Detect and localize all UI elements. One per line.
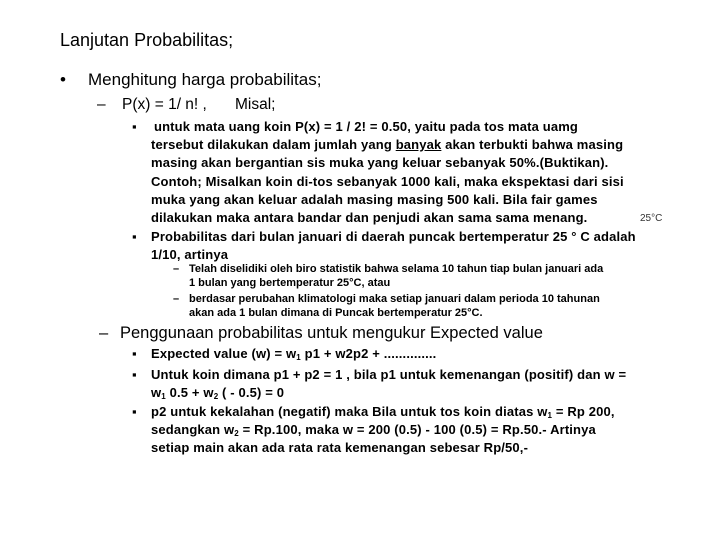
text: = Rp.100, maka w = 200 (0.5) - 100 (0.5) = Rp.50.- Artinya — [238, 422, 596, 437]
coin-line: muka yang akan keluar adalah masing masing 500 kali. Bila fair games — [151, 192, 598, 207]
coin-line: Contoh; Misalkan koin di-tos sebanyak 1000 kali, maka ekspektasi dari sisi — [151, 174, 624, 189]
underlined-word: banyak — [395, 137, 442, 152]
text: akan terbukti bahwa masing — [441, 137, 624, 152]
temp-overlay: 25°C — [640, 213, 663, 224]
text: p1 + w2p2 + .............. — [300, 346, 437, 361]
expected-line — [151, 347, 436, 362]
text: sedangkan w — [151, 422, 235, 437]
bullet-marker: • — [60, 70, 66, 89]
expected-line — [151, 386, 284, 401]
text: p2 untuk kekalahan (negatif) maka Bila untuk tos koin diatas w — [151, 404, 548, 419]
small-bullet: ▪ — [132, 229, 137, 244]
coin-line — [151, 138, 623, 153]
temp-line: 1/10, artinya — [151, 247, 229, 262]
dash-marker: – — [173, 293, 180, 305]
temp-sub-line: akan ada 1 bulan dimana di Puncak bertemperatur 25°C. — [189, 307, 483, 319]
text: = Rp 200, — [552, 404, 615, 419]
subscript: 2 — [213, 392, 219, 401]
expected-heading: Penggunaan probabilitas untuk mengukur Expected value — [120, 324, 543, 342]
text: tersebut dilakukan dalam jumlah yang — [151, 137, 396, 152]
small-bullet: ▪ — [132, 346, 137, 361]
coin-line: dilakukan maka antara bandar dan penjudi akan sama sama menang. — [151, 210, 588, 225]
dash-marker: – — [97, 96, 106, 113]
misal-text: Misal; — [235, 96, 276, 113]
expected-line — [151, 423, 596, 438]
subscript: 1 — [547, 411, 553, 420]
coin-line: masing akan bergantian sis muka yang keluar sebanyak 50%.(Buktikan). — [151, 155, 609, 170]
small-bullet: ▪ — [132, 404, 137, 419]
small-bullet: ▪ — [132, 367, 137, 382]
expected-line: setiap main akan ada rata rata kemenangan sebesar Rp/50,- — [151, 440, 529, 455]
temp-line: Probabilitas dari bulan januari di daerah puncak bertemperatur 25 ° C adalah — [151, 229, 636, 244]
expected-line: Untuk koin dimana p1 + p2 = 1 , bila p1 untuk kemenangan (positif) dan w = — [151, 367, 627, 382]
temp-sub-line: Telah diselidiki oleh biro statistik bahwa selama 10 tahun tiap bulan januari ada — [189, 263, 604, 275]
temp-sub-line: 1 bulan yang bertemperatur 25°C, atau — [189, 277, 391, 289]
text: 0.5 + w — [165, 385, 214, 400]
bullet-1-text: Menghitung harga probabilitas; — [88, 70, 322, 89]
expected-line — [151, 405, 615, 420]
dash-marker: – — [99, 324, 109, 342]
small-bullet: ▪ — [132, 119, 137, 134]
text: Expected value (w) = w — [151, 346, 297, 361]
subscript: 1 — [161, 392, 166, 401]
dash-marker: – — [173, 263, 180, 275]
subscript: 2 — [234, 429, 239, 438]
text: w — [151, 385, 162, 400]
subscript: 1 — [296, 353, 301, 362]
slide-title: Lanjutan Probabilitas; — [60, 30, 234, 50]
temp-sub-line: berdasar perubahan klimatologi maka setiap januari dalam perioda 10 tahunan — [189, 293, 600, 305]
coin-line: untuk mata uang koin P(x) = 1 / 2! = 0.50, yaitu pada tos mata uamg — [154, 119, 578, 134]
formula-text: P(x) = 1/ n! , — [122, 96, 207, 113]
text: ( - 0.5) = 0 — [218, 385, 285, 400]
